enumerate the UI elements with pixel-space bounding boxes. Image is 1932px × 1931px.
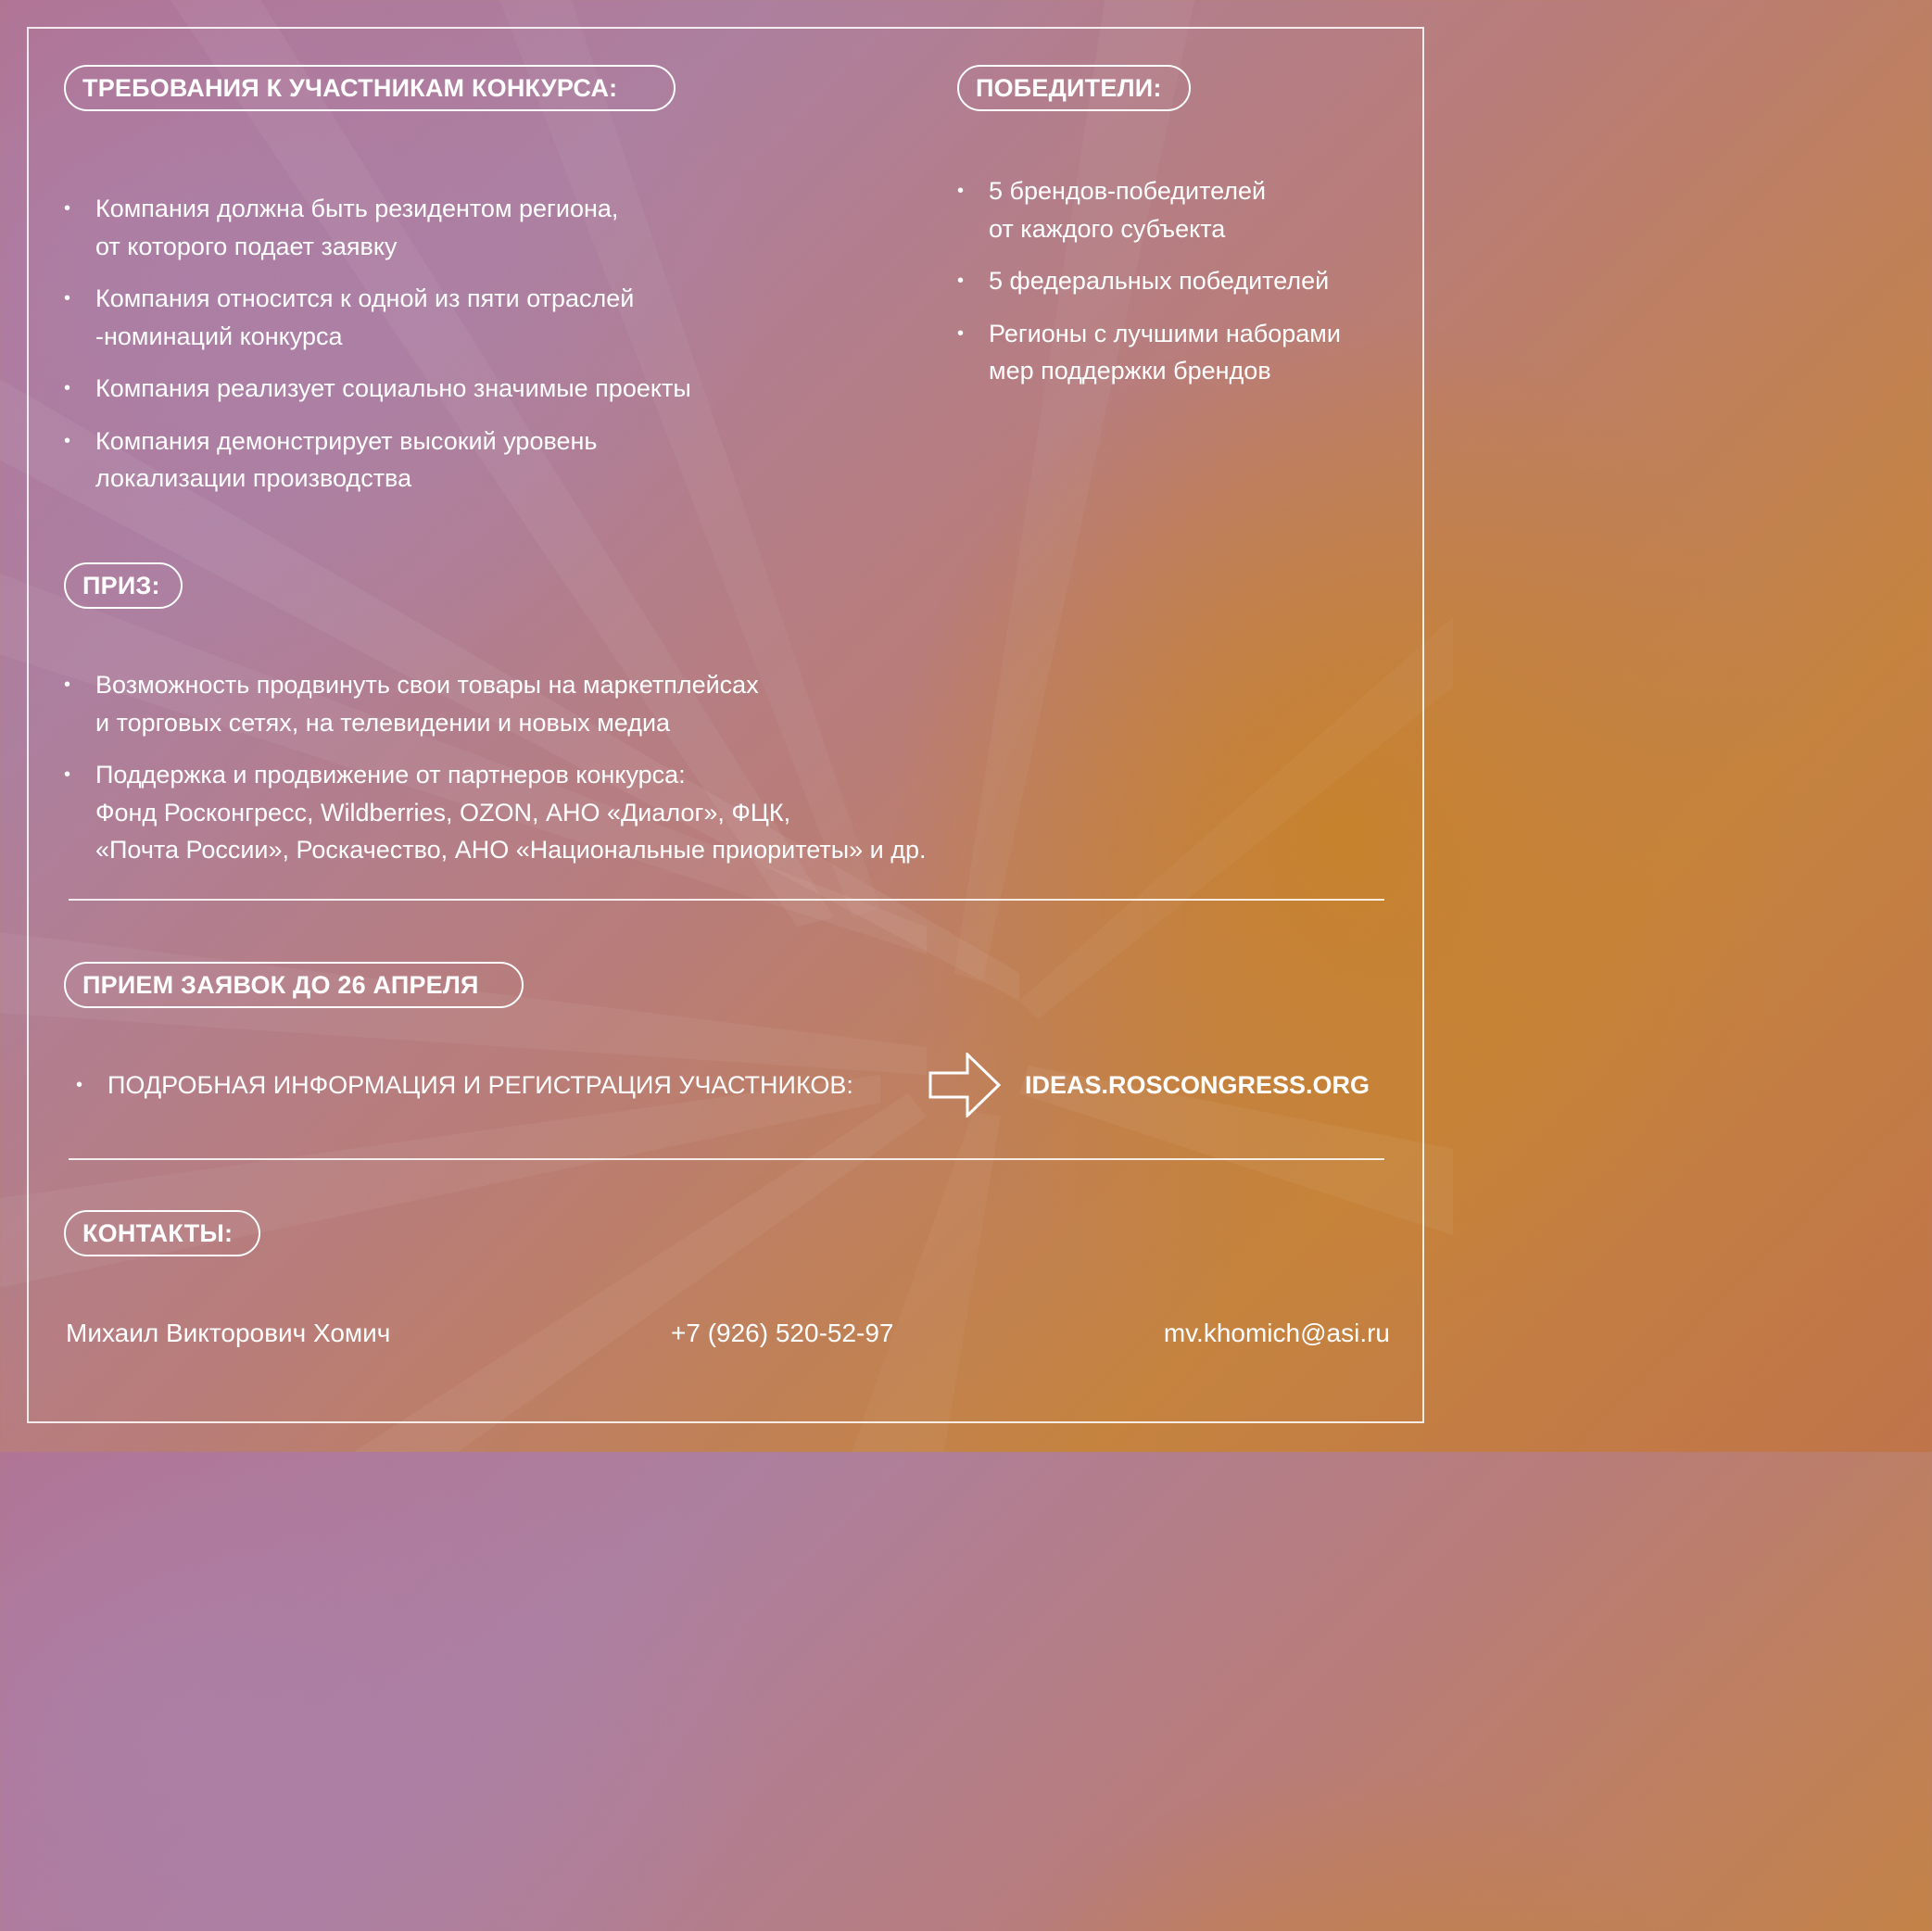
requirements-heading: [64, 65, 676, 111]
registration-info: [76, 1056, 1392, 1117]
bullet-icon: •: [64, 378, 71, 398]
list-item: [957, 315, 1421, 390]
winners-heading-text: ПОБЕДИТЕЛИ:: [976, 73, 1162, 102]
requirements-list: [64, 190, 898, 512]
divider: [69, 899, 1384, 901]
list-item-text: Возможность продвинуть свои товары на маркетплейсах и торговых сетях, на телевидении и новых медиа: [95, 671, 759, 737]
bullet-icon: •: [957, 322, 965, 344]
list-item: [64, 756, 1083, 869]
list-item-text: Регионы с лучшими наборами мер поддержки брендов: [989, 319, 1341, 385]
contact-email[interactable]: mv.khomich@asi.ru: [1163, 1319, 1390, 1347]
winners-heading: [957, 65, 1191, 111]
contacts-heading-text: КОНТАКТЫ:: [82, 1218, 234, 1247]
bullet-icon: •: [76, 1075, 83, 1095]
contact-name: Михаил Викторович Хомич: [66, 1319, 391, 1347]
bullet-icon: •: [64, 198, 71, 219]
list-item: [64, 190, 898, 265]
contacts-heading: [64, 1210, 260, 1256]
list-item-text: Компания относится к одной из пяти отраслей -номинаций конкурса: [95, 284, 635, 350]
list-item-text: Поддержка и продвижение от партнеров конкурса: Фонд Росконгресс, Wildberries, OZON, АНО «Диалог», ФЦК, «Почта России», Роскачество, АНО «Национальные приоритеты» и др.: [95, 761, 927, 864]
prize-heading-text: ПРИЗ:: [82, 571, 160, 599]
bullet-icon: •: [64, 675, 71, 695]
divider: [69, 1158, 1384, 1160]
list-item: [64, 280, 898, 355]
list-item-text: 5 брендов-победителей от каждого субъекта: [989, 177, 1267, 243]
list-item-text: Компания должна быть резидентом региона, от которого подает заявку: [95, 195, 619, 260]
list-item: [957, 172, 1421, 247]
bullet-icon: •: [64, 288, 71, 309]
requirements-heading-text: ТРЕБОВАНИЯ К УЧАСТНИКАМ КОНКУРСА:: [82, 73, 618, 102]
list-item: [64, 370, 898, 408]
list-item: [957, 262, 1421, 300]
bullet-icon: •: [957, 181, 965, 201]
registration-label: ПОДРОБНАЯ ИНФОРМАЦИЯ И РЕГИСТРАЦИЯ УЧАСТНИКОВ:: [107, 1071, 853, 1099]
list-item: [64, 423, 898, 498]
contact-phone[interactable]: +7 (926) 520-52-97: [671, 1319, 894, 1347]
prize-heading: [64, 562, 183, 609]
list-item-text: Компания реализует социально значимые проекты: [95, 374, 691, 402]
winners-list: [957, 172, 1421, 405]
bullet-icon: •: [64, 430, 71, 451]
deadline-heading-text: ПРИЕМ ЗАЯВОК ДО 26 АПРЕЛЯ: [82, 970, 479, 999]
bullet-icon: •: [64, 764, 71, 785]
deadline-heading: [64, 962, 524, 1008]
prize-list: [64, 666, 1083, 884]
bullet-icon: •: [957, 271, 965, 291]
registration-link[interactable]: IDEAS.ROSCONGRESS.ORG: [1025, 1071, 1370, 1099]
list-item-text: 5 федеральных победителей: [989, 267, 1330, 295]
list-item: [64, 666, 1083, 741]
list-item-text: Компания демонстрирует высокий уровень локализации производства: [95, 426, 598, 492]
arrow-right-icon: [928, 1053, 1003, 1117]
